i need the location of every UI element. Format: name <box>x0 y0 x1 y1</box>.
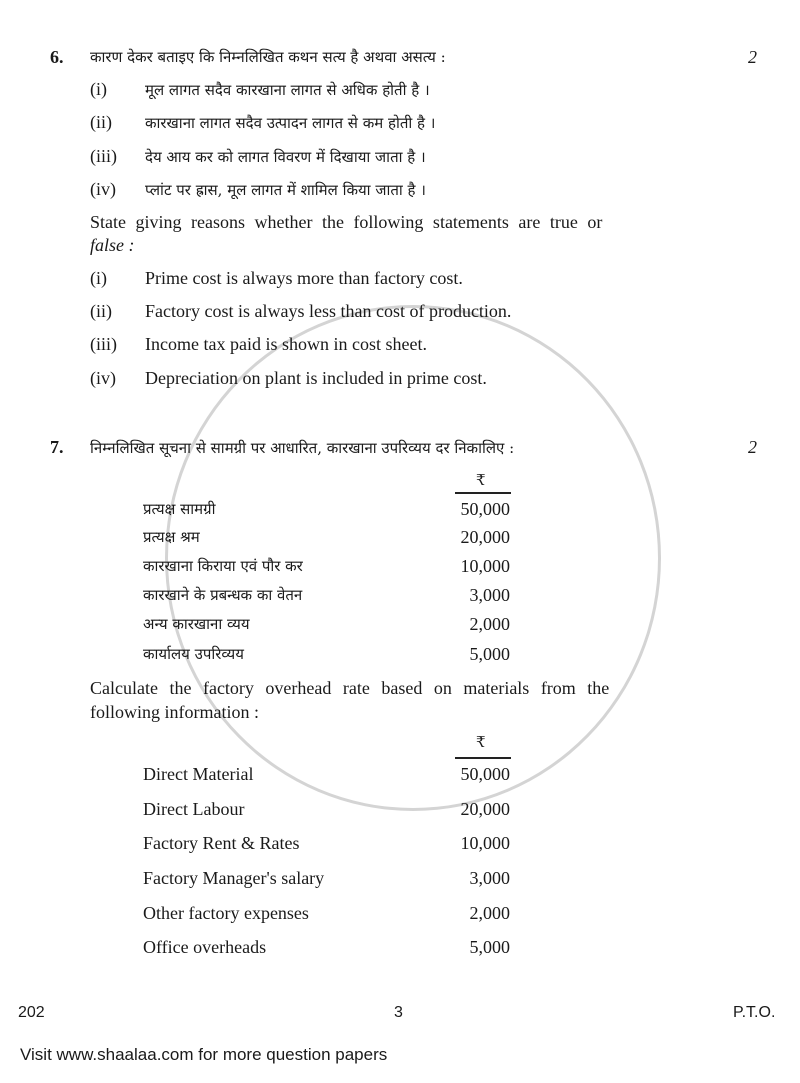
en-row-amount: 5,000 <box>469 937 510 957</box>
q6-hi-label: (ii) <box>90 112 112 132</box>
q6-en-item: Depreciation on plant is included in prime cost. <box>145 368 487 388</box>
q6-english-prompt-2: false : <box>90 235 135 255</box>
q6-hi-item: कारखाना लागत सदैव उत्पादन लागत से कम होती है । <box>145 114 436 132</box>
visit-link[interactable]: Visit www.shaalaa.com for more question papers <box>20 1045 388 1064</box>
en-row-item: Other factory expenses <box>143 903 309 923</box>
hi-row-amount: 5,000 <box>469 644 510 664</box>
q7-hindi-prompt: निम्नलिखित सूचना से सामग्री पर आधारित, कारखाना उपरिव्यय दर निकालिए : <box>90 439 515 457</box>
column-rule <box>455 492 511 494</box>
q6-hi-label: (iii) <box>90 146 117 166</box>
pto-label: P.T.O. <box>733 1004 776 1021</box>
en-row-item: Office overheads <box>143 937 267 957</box>
en-row-amount: 3,000 <box>469 868 510 888</box>
en-row-item: Direct Material <box>143 764 254 784</box>
q6-en-item: Income tax paid is shown in cost sheet. <box>145 334 427 354</box>
en-row-item: Factory Rent & Rates <box>143 833 300 853</box>
page-number: 3 <box>394 1004 403 1021</box>
q6-english-prompt: State giving reasons whether the following statements are true or <box>90 212 603 232</box>
q6-hindi-prompt: कारण देकर बताइए कि निम्नलिखित कथन सत्य है अथवा असत्य : <box>90 48 446 66</box>
hi-row-item: कारखाने के प्रबन्धक का वेतन <box>143 586 303 604</box>
column-rule <box>455 757 511 759</box>
en-row-item: Direct Labour <box>143 799 245 819</box>
q6-hi-item: मूल लागत सदैव कारखाना लागत से अधिक होती है । <box>145 81 430 99</box>
q6-marks: 2 <box>748 47 757 67</box>
hi-row-item: प्रत्यक्ष श्रम <box>143 528 200 546</box>
hi-row-amount: 3,000 <box>469 585 510 605</box>
q6-hi-item: देय आय कर को लागत विवरण में दिखाया जाता है । <box>145 148 426 166</box>
paper-code: 202 <box>18 1004 45 1021</box>
en-row-amount: 2,000 <box>469 903 510 923</box>
q7-number: 7. <box>50 437 64 457</box>
hi-row-item: कार्यालय उपरिव्यय <box>143 645 244 663</box>
q6-hi-item: प्लांट पर ह्रास, मूल लागत में शामिल किया जाता है । <box>145 181 426 199</box>
hi-row-amount: 2,000 <box>469 614 510 634</box>
q6-hi-label: (i) <box>90 79 107 99</box>
currency-header: ₹ <box>476 733 486 751</box>
en-row-item: Factory Manager's salary <box>143 868 325 888</box>
currency-header: ₹ <box>476 471 486 489</box>
q6-en-label: (iv) <box>90 368 116 388</box>
en-row-amount: 50,000 <box>460 764 510 784</box>
q6-en-label: (i) <box>90 268 107 288</box>
q6-en-item: Factory cost is always less than cost of production. <box>145 301 512 321</box>
hi-row-amount: 20,000 <box>460 527 510 547</box>
q6-hi-label: (iv) <box>90 179 116 199</box>
q6-en-label: (iii) <box>90 334 117 354</box>
hi-row-item: अन्य कारखाना व्यय <box>143 615 250 633</box>
q7-english-prompt-2: following information : <box>90 702 259 722</box>
q7-english-prompt: Calculate the factory overhead rate based on materials from the <box>90 678 610 698</box>
q7-marks: 2 <box>748 437 757 457</box>
hi-row-item: प्रत्यक्ष सामग्री <box>143 500 216 518</box>
hi-row-amount: 10,000 <box>460 556 510 576</box>
en-row-amount: 10,000 <box>460 833 510 853</box>
hi-row-item: कारखाना किराया एवं पौर कर <box>143 557 303 575</box>
q6-number: 6. <box>50 47 64 67</box>
en-row-amount: 20,000 <box>460 799 510 819</box>
hi-row-amount: 50,000 <box>460 499 510 519</box>
q6-en-label: (ii) <box>90 301 112 321</box>
q6-en-item: Prime cost is always more than factory cost. <box>145 268 463 288</box>
